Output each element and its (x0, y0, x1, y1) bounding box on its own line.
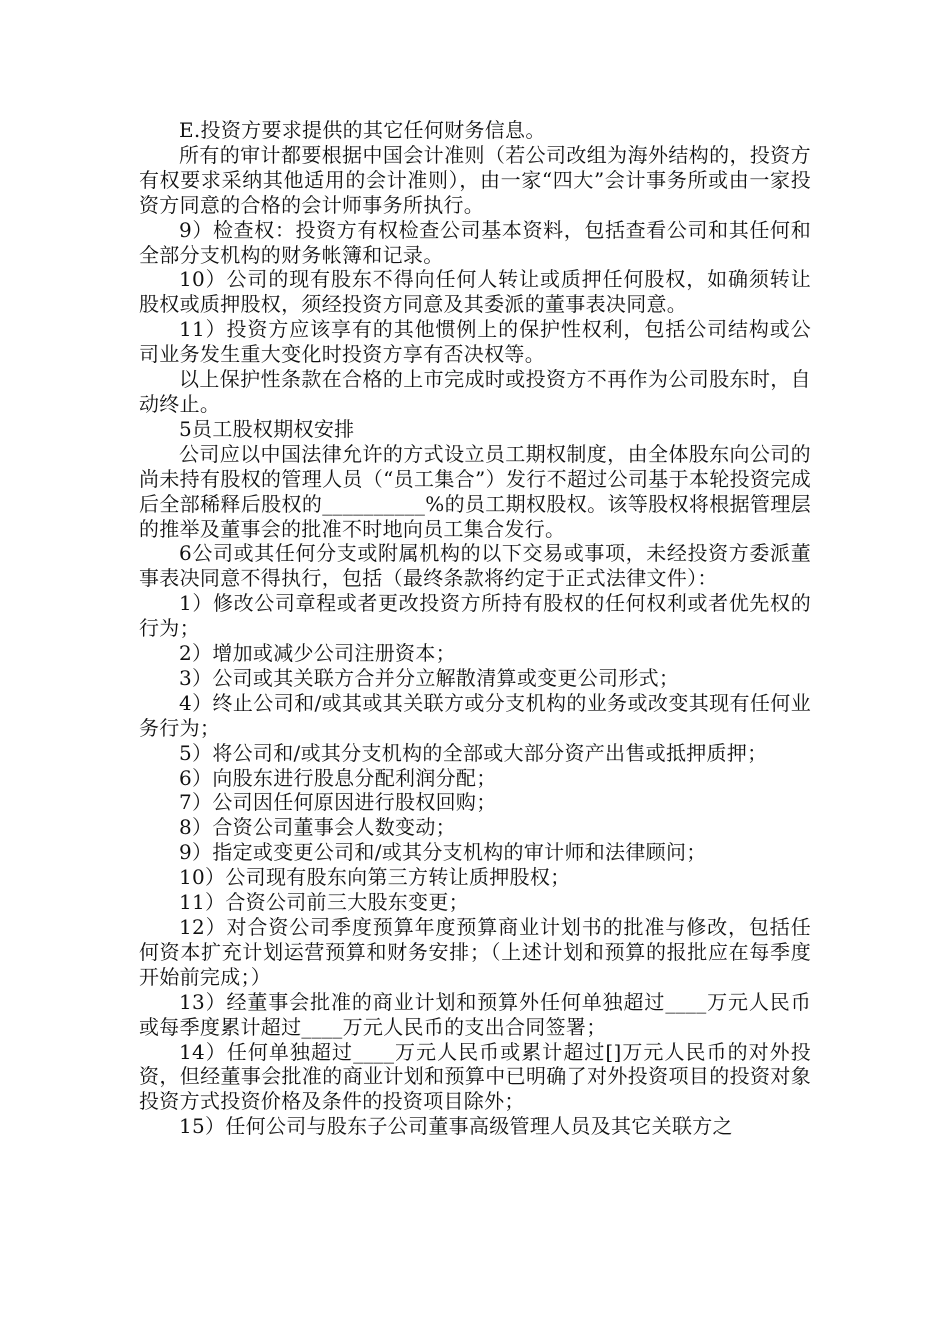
list-item-7: 7）公司因任何原因进行股权回购； (179, 790, 497, 815)
list-item-13: 13）经董事会批准的商业计划和预算外任何单独超过____万元人民币或每季度累计超过____万元人民币的支出合同签署； (139, 989, 811, 1039)
paragraph-financial-info-e: E.投资方要求提供的其它任何财务信息。 (179, 118, 546, 142)
list-item-2: 2）增加或减少公司注册资本； (179, 641, 456, 666)
section-heading-employee-options: 5员工股权期权安排 (179, 416, 355, 441)
paragraph-employee-option-plan: 公司应以中国法律允许的方式设立员工期权制度，由全体股东向公司的尚未持有股权的管理人员（“员工集合”）发行不超过公司基于本轮投资完成后全部稀释后股权的__________%的员工期权股权。该等股权将根据管理层的推举及董事会的批准不时地向员工集合发行。 (139, 441, 811, 541)
paragraph-protective-rights: 11）投资方应该享有的其他惯例上的保护性权利，包括公司结构或公司业务发生重大变化时投资方享有否决权等。 (139, 317, 811, 367)
list-item-8: 8）合资公司董事会人数变动； (179, 815, 456, 840)
list-item-6: 6）向股东进行股息分配利润分配； (179, 765, 497, 790)
list-item-1: 1）修改公司章程或者更改投资方所持有股权的任何权利或者优先权的行为； (139, 591, 811, 641)
list-item-12: 12）对合资公司季度预算年度预算商业计划书的批准与修改，包括任何资本扩充计划运营预算和财务安排；（上述计划和预算的报批应在每季度开始前完成；） (139, 915, 811, 989)
paragraph-share-transfer-restriction: 10）公司的现有股东不得向任何人转让或质押任何股权，如确须转让股权或质押股权，须经投资方同意及其委派的董事表决同意。 (139, 267, 811, 317)
list-item-4: 4）终止公司和/或其或其关联方或分支机构的业务或改变其现有任何业务行为； (139, 690, 811, 740)
list-item-15: 15）任何公司与股东子公司董事高级管理人员及其它关联方之 (179, 1114, 733, 1139)
section-heading-restricted-matters: 6公司或其任何分支或附属机构的以下交易或事项，未经投资方委派董事表决同意不得执行，包括（最终条款将约定于正式法律文件）： (139, 541, 811, 591)
list-item-9: 9）指定或变更公司和/或其分支机构的审计师和法律顾问； (179, 840, 707, 865)
list-item-10: 10）公司现有股东向第三方转让质押股权； (179, 865, 571, 890)
list-item-3: 3）公司或其关联方合并分立解散清算或变更公司形式； (179, 665, 680, 690)
list-item-11: 11）合资公司前三大股东变更； (179, 890, 469, 915)
paragraph-audit-standards: 所有的审计都要根据中国会计准则（若公司改组为海外结构的，投资方有权要求采纳其他适用的会计准则），由一家“四大”会计事务所或由一家投资方同意的合格的会计师事务所执行。 (139, 142, 811, 217)
list-item-5: 5）将公司和/或其分支机构的全部或大部分资产出售或抵押质押； (179, 740, 768, 765)
paragraph-protective-termination: 以上保护性条款在合格的上市完成时或投资方不再作为公司股东时，自动终止。 (139, 367, 811, 416)
list-item-14: 14）任何单独超过____万元人民币或累计超过[]万元人民币的对外投资，但经董事会批准的商业计划和预算中已明确了对外投资项目的投资对象投资方式投资价格及条件的投资项目除外； (139, 1039, 811, 1114)
paragraph-inspection-right: 9）检查权：投资方有权检查公司基本资料，包括查看公司和其任何和全部分支机构的财务帐簿和记录。 (139, 217, 811, 267)
document-body (139, 118, 811, 1139)
